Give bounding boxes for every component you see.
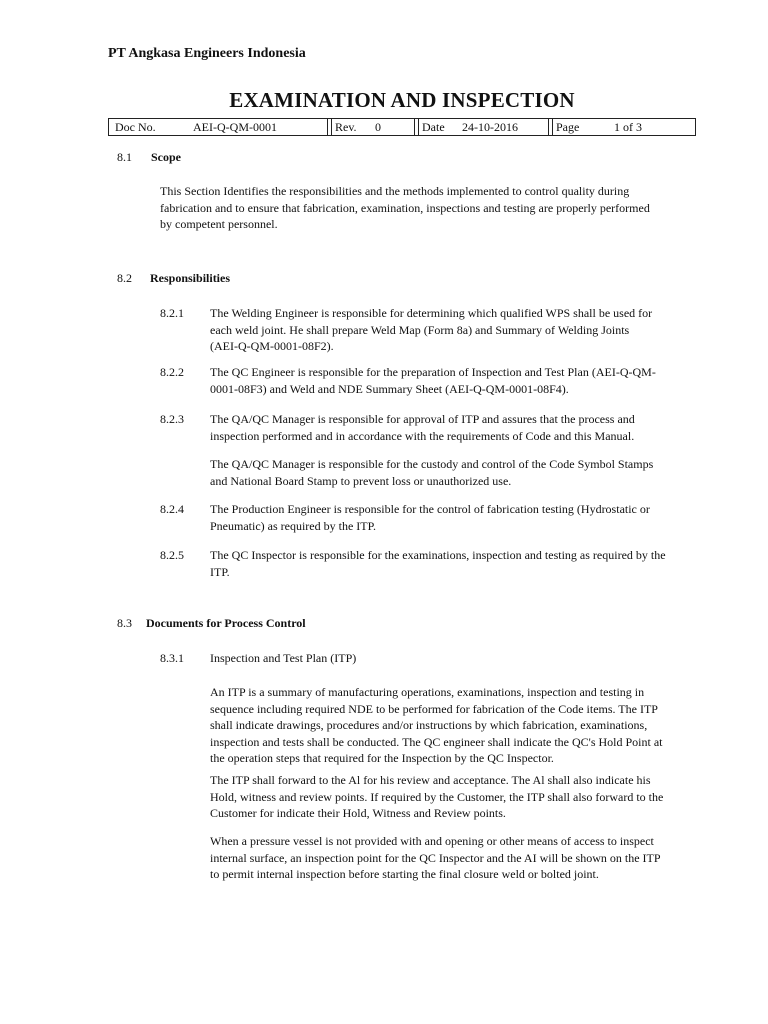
item-text: [210, 411, 696, 444]
itp-paragraph: [210, 684, 699, 767]
item-text-continued: [210, 456, 696, 489]
item-number: 8.2.5: [160, 548, 184, 562]
text-line: The Welding Engineer is responsible for determining which qualified WPS shall be used for: [210, 306, 653, 320]
text-line: shall indicate drawings, procedures and/or instructions by which fabrication, examinations,: [210, 718, 648, 732]
text-line: and National Board Stamp to prevent loss or unauthorized use.: [210, 473, 512, 488]
column-divider: [548, 119, 553, 135]
item-text: [210, 364, 696, 397]
text-line: The QC Engineer is responsible for the preparation of Inspection and Test Plan (AEI-Q-QM-: [210, 365, 656, 379]
item-number: 8.2.1: [160, 306, 184, 320]
text-line: When a pressure vessel is not provided with and opening or other means of access to inspect: [210, 834, 654, 848]
text-line: inspection and tests shall be conducted. The QC engineer shall indicate the QC's Hold Point at: [210, 734, 663, 749]
text-line: the operation steps that required for the Inspection by the QC Inspector.: [210, 751, 554, 765]
item-number: 8.2.4: [160, 502, 184, 516]
section-number: 8.2: [117, 271, 132, 285]
itp-paragraph: [210, 772, 699, 822]
page-label: Page: [556, 120, 580, 134]
scope-paragraph: [160, 183, 696, 233]
item-number: 8.2.2: [160, 365, 184, 379]
section-heading-scope: Scope: [151, 150, 181, 164]
text-line: Customer for indicate their Hold, Witness and Review points.: [210, 806, 506, 820]
text-line: each weld joint. He shall prepare Weld Map (Form 8a) and Summary of Welding Joints: [210, 322, 630, 337]
text-line: 0001-08F3) and Weld and NDE Summary Sheet (AEI-Q-QM-0001-08F4).: [210, 381, 569, 396]
text-line: (AEI-Q-QM-0001-08F2).: [210, 339, 334, 353]
itp-paragraph: [210, 833, 699, 883]
subsection-number: 8.3.1: [160, 651, 184, 665]
section-number: 8.3: [117, 616, 132, 630]
text-line: The Production Engineer is responsible for the control of fabrication testing (Hydrostatic or: [210, 502, 650, 516]
company-name: PT Angkasa Engineers Indonesia: [108, 46, 306, 61]
text-line: inspection performed and in accordance with the requirements of Code and this Manual.: [210, 428, 635, 443]
text-line: The QA/QC Manager is responsible for approval of ITP and assures that the process and: [210, 412, 635, 426]
doc-no-value: AEI-Q-QM-0001: [193, 120, 277, 134]
rev-value: 0: [375, 120, 381, 134]
date-value: 24-10-2016: [462, 120, 518, 134]
text-line: Pneumatic) as required by the ITP.: [210, 518, 376, 533]
text-line: An ITP is a summary of manufacturing operations, examinations, inspection and testing in: [210, 685, 645, 699]
doc-no-label: Doc No.: [115, 120, 156, 134]
section-number: 8.1: [117, 150, 132, 164]
rev-label: Rev.: [335, 120, 357, 134]
section-heading-documents: Documents for Process Control: [146, 616, 306, 630]
item-text: [210, 547, 696, 580]
text-line: The QC Inspector is responsible for the examinations, inspection and testing as required by the: [210, 548, 666, 562]
text-line: This Section Identifies the responsibilities and the methods implemented to control quality during: [160, 184, 630, 198]
date-label: Date: [422, 120, 445, 134]
text-line: fabrication and to ensure that fabrication, examination, inspections and testing are properly performed: [160, 200, 650, 215]
item-text: [210, 305, 696, 355]
page-value: 1 of 3: [614, 120, 642, 134]
column-divider: [414, 119, 419, 135]
document-control-bar: [108, 118, 696, 136]
text-line: The QA/QC Manager is responsible for the custody and control of the Code Symbol Stamps: [210, 457, 654, 471]
text-line: by competent personnel.: [160, 217, 278, 231]
subsection-heading-itp: Inspection and Test Plan (ITP): [210, 651, 357, 665]
item-text: [210, 501, 696, 534]
item-number: 8.2.3: [160, 412, 184, 426]
text-line: internal surface, an inspection point for the QC Inspector and the AI will be shown on the ITP: [210, 850, 661, 865]
text-line: ITP.: [210, 564, 230, 579]
text-line: The ITP shall forward to the Al for his review and acceptance. The Al shall also indicate his: [210, 773, 651, 787]
text-line: sequence including required NDE to be performed for fabrication of the Code items. The ITP: [210, 701, 658, 716]
column-divider: [327, 119, 332, 135]
document-title: EXAMINATION AND INSPECTION: [229, 88, 575, 112]
section-heading-responsibilities: Responsibilities: [150, 271, 231, 285]
text-line: to permit internal inspection before starting the final closure weld or bolted joint.: [210, 867, 599, 881]
text-line: Hold, witness and review points. If required by the Customer, the ITP shall also forward to the: [210, 789, 664, 804]
